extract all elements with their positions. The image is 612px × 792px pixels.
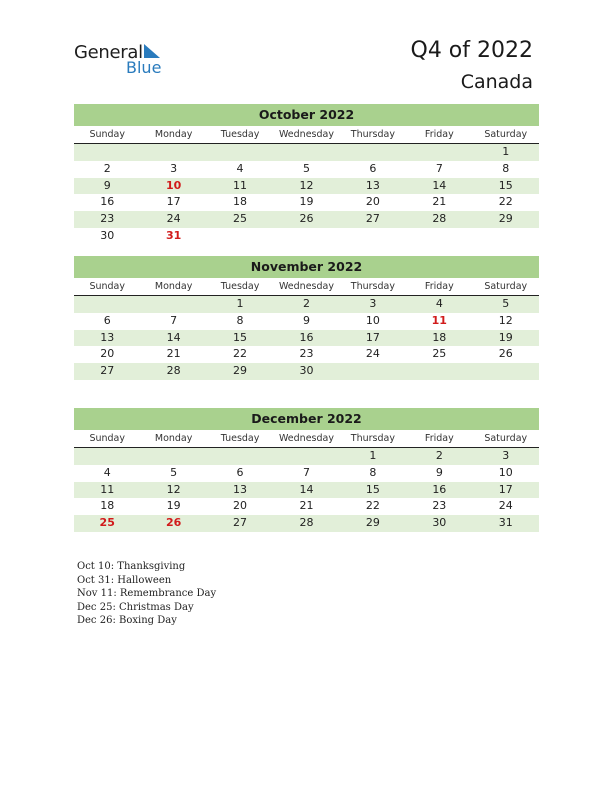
day-cell: 4 — [103, 465, 111, 479]
day-cell: 30 — [100, 228, 115, 242]
day-cell: 19 — [166, 499, 181, 513]
day-cell: 9 — [103, 178, 111, 192]
day-cell: 20 — [365, 195, 380, 209]
day-cell: 5 — [502, 297, 510, 310]
week-row — [74, 194, 539, 211]
day-cell: 7 — [435, 161, 443, 175]
day-cell: 15 — [365, 482, 380, 496]
day-cell: 13 — [233, 482, 248, 496]
day-cell: 7 — [170, 313, 178, 327]
day-cell: 14 — [432, 178, 447, 192]
day-cell: 5 — [302, 161, 310, 175]
holiday-day-cell: 11 — [431, 313, 447, 327]
day-cell: 14 — [299, 482, 314, 496]
day-cell — [406, 144, 472, 161]
weekday-label: Monday — [154, 281, 193, 292]
day-cell: 12 — [166, 482, 181, 496]
day-cell: 3 — [502, 449, 510, 462]
day-cell: 6 — [236, 465, 244, 479]
weekday-label: Monday — [154, 433, 193, 444]
day-cell — [273, 144, 339, 161]
week-row — [74, 363, 539, 380]
day-cell: 1 — [236, 297, 244, 310]
day-cell: 10 — [365, 313, 380, 327]
holiday-day-cell: 26 — [165, 516, 182, 530]
week-row — [74, 482, 539, 499]
week-row — [74, 346, 539, 363]
month-header: December 2022 — [74, 408, 539, 430]
day-cell — [207, 448, 273, 465]
weekday-label: Saturday — [484, 129, 528, 140]
country-title: Canada — [460, 71, 533, 93]
day-cell — [340, 363, 406, 380]
day-cell: 28 — [432, 212, 447, 226]
weekday-label: Sunday — [89, 129, 125, 140]
day-cell: 5 — [170, 465, 178, 479]
day-cell: 17 — [498, 482, 513, 496]
day-cell: 16 — [100, 195, 115, 209]
day-cell: 20 — [233, 499, 248, 513]
week-row — [74, 498, 539, 515]
logo-general-text: General — [74, 42, 143, 63]
day-cell: 17 — [166, 195, 181, 209]
day-cell: 21 — [166, 347, 181, 361]
week-row — [74, 515, 539, 532]
day-cell: 19 — [299, 195, 314, 209]
day-cell: 27 — [365, 212, 380, 226]
weekday-label: Thursday — [350, 281, 395, 292]
day-cell — [273, 448, 339, 465]
week-row — [74, 448, 539, 465]
holiday-item: Oct 10: Thanksgiving — [77, 561, 186, 572]
week-row — [74, 178, 539, 195]
calendar-december — [74, 408, 539, 532]
day-cell: 4 — [236, 161, 244, 175]
day-cell: 27 — [233, 516, 248, 530]
day-cell — [74, 296, 140, 313]
day-cell: 29 — [233, 364, 248, 378]
weekday-label: Saturday — [484, 433, 528, 444]
month-header: October 2022 — [74, 104, 539, 126]
day-cell: 17 — [365, 330, 380, 344]
weekday-label: Friday — [424, 129, 454, 140]
page-title: Q4 of 2022 — [410, 38, 533, 63]
month-header: November 2022 — [74, 256, 539, 278]
day-cell — [74, 144, 140, 161]
day-cell: 8 — [236, 313, 244, 327]
weekday-label: Friday — [424, 281, 454, 292]
day-cell: 9 — [435, 465, 443, 479]
day-cell: 30 — [432, 516, 447, 530]
weekday-label: Tuesday — [220, 433, 260, 444]
day-cell: 14 — [166, 330, 181, 344]
day-cell: 23 — [100, 212, 115, 226]
day-cell: 31 — [498, 516, 513, 530]
day-cell: 6 — [369, 161, 377, 175]
day-cell — [340, 228, 406, 245]
weekday-label: Wednesday — [278, 433, 334, 444]
weekday-label: Thursday — [350, 433, 395, 444]
day-cell: 8 — [369, 465, 377, 479]
day-cell: 16 — [299, 330, 314, 344]
day-cell: 24 — [365, 347, 380, 361]
day-cell — [207, 228, 273, 245]
day-cell — [273, 228, 339, 245]
day-cell — [140, 296, 206, 313]
day-cell — [74, 448, 140, 465]
day-cell: 6 — [103, 313, 111, 327]
day-cell: 28 — [299, 516, 314, 530]
day-cell: 25 — [432, 347, 447, 361]
day-cell: 13 — [365, 178, 380, 192]
calendar-november — [74, 256, 539, 380]
day-cell: 18 — [100, 499, 115, 513]
day-cell: 12 — [299, 178, 314, 192]
day-cell: 12 — [498, 313, 513, 327]
day-cell — [207, 144, 273, 161]
day-cell: 16 — [432, 482, 447, 496]
holiday-item: Dec 26: Boxing Day — [77, 615, 177, 627]
day-cell: 29 — [498, 212, 513, 226]
day-cell: 1 — [369, 449, 377, 462]
week-row — [74, 161, 539, 178]
day-cell: 22 — [498, 195, 513, 209]
weekday-label: Wednesday — [278, 129, 334, 140]
day-cell — [406, 363, 472, 380]
day-cell: 4 — [435, 297, 443, 310]
calendar-october — [74, 104, 539, 245]
holiday-day-cell: 25 — [99, 516, 115, 530]
weekday-label: Thursday — [350, 129, 395, 140]
week-row — [74, 296, 539, 313]
day-cell: 29 — [365, 516, 380, 530]
day-cell: 23 — [299, 347, 314, 361]
week-row — [74, 313, 539, 330]
day-cell: 13 — [100, 330, 115, 344]
holiday-item: Dec 25: Christmas Day — [77, 601, 194, 613]
day-cell: 28 — [166, 364, 181, 378]
logo — [74, 42, 174, 78]
day-cell: 7 — [302, 465, 310, 479]
holiday-day-cell: 10 — [165, 178, 182, 192]
weekday-label: Saturday — [484, 281, 528, 292]
week-row — [74, 330, 539, 347]
day-cell: 21 — [432, 195, 447, 209]
day-cell: 11 — [100, 482, 115, 496]
day-cell — [140, 144, 206, 161]
day-cell — [473, 363, 539, 380]
day-cell — [406, 228, 472, 245]
day-cell: 26 — [498, 347, 513, 361]
weekday-header-row — [74, 126, 539, 144]
day-cell: 19 — [498, 330, 513, 344]
day-cell: 2 — [302, 297, 310, 310]
day-cell: 21 — [299, 499, 314, 513]
day-cell: 11 — [233, 178, 248, 192]
weekday-label: Friday — [424, 433, 454, 444]
day-cell: 3 — [369, 297, 377, 310]
week-row — [74, 144, 539, 161]
day-cell — [473, 228, 539, 245]
day-cell: 18 — [233, 195, 248, 209]
day-cell: 8 — [502, 161, 510, 175]
holiday-list — [77, 560, 216, 628]
day-cell: 26 — [299, 212, 314, 226]
day-cell: 15 — [233, 330, 248, 344]
weekday-header-row — [74, 430, 539, 448]
logo-blue-text: Blue — [126, 58, 162, 77]
day-cell: 27 — [100, 364, 115, 378]
weekday-label: Tuesday — [220, 281, 260, 292]
weekday-label: Sunday — [89, 433, 125, 444]
weekday-label: Tuesday — [220, 129, 260, 140]
day-cell: 30 — [299, 364, 314, 378]
day-cell: 20 — [100, 347, 115, 361]
holiday-day-cell: 31 — [165, 228, 182, 242]
holiday-item: Oct 31: Halloween — [77, 574, 172, 586]
weekday-header-row — [74, 278, 539, 296]
day-cell: 2 — [103, 161, 111, 175]
weekday-label: Monday — [154, 129, 193, 140]
day-cell: 15 — [498, 178, 513, 192]
day-cell — [340, 144, 406, 161]
day-cell — [140, 448, 206, 465]
week-row — [74, 465, 539, 482]
week-row — [74, 228, 539, 245]
day-cell: 25 — [233, 212, 248, 226]
weekday-label: Wednesday — [278, 281, 334, 292]
weekday-label: Sunday — [89, 281, 125, 292]
day-cell: 22 — [365, 499, 380, 513]
day-cell: 1 — [502, 145, 510, 158]
day-cell: 3 — [170, 161, 178, 175]
day-cell: 18 — [432, 330, 447, 344]
day-cell: 2 — [435, 449, 443, 462]
day-cell: 24 — [498, 499, 513, 513]
holiday-item: Nov 11: Remembrance Day — [77, 588, 217, 600]
day-cell: 23 — [432, 499, 447, 513]
day-cell: 24 — [166, 212, 181, 226]
day-cell: 22 — [233, 347, 248, 361]
day-cell: 9 — [302, 313, 310, 327]
week-row — [74, 211, 539, 228]
day-cell: 10 — [498, 465, 513, 479]
